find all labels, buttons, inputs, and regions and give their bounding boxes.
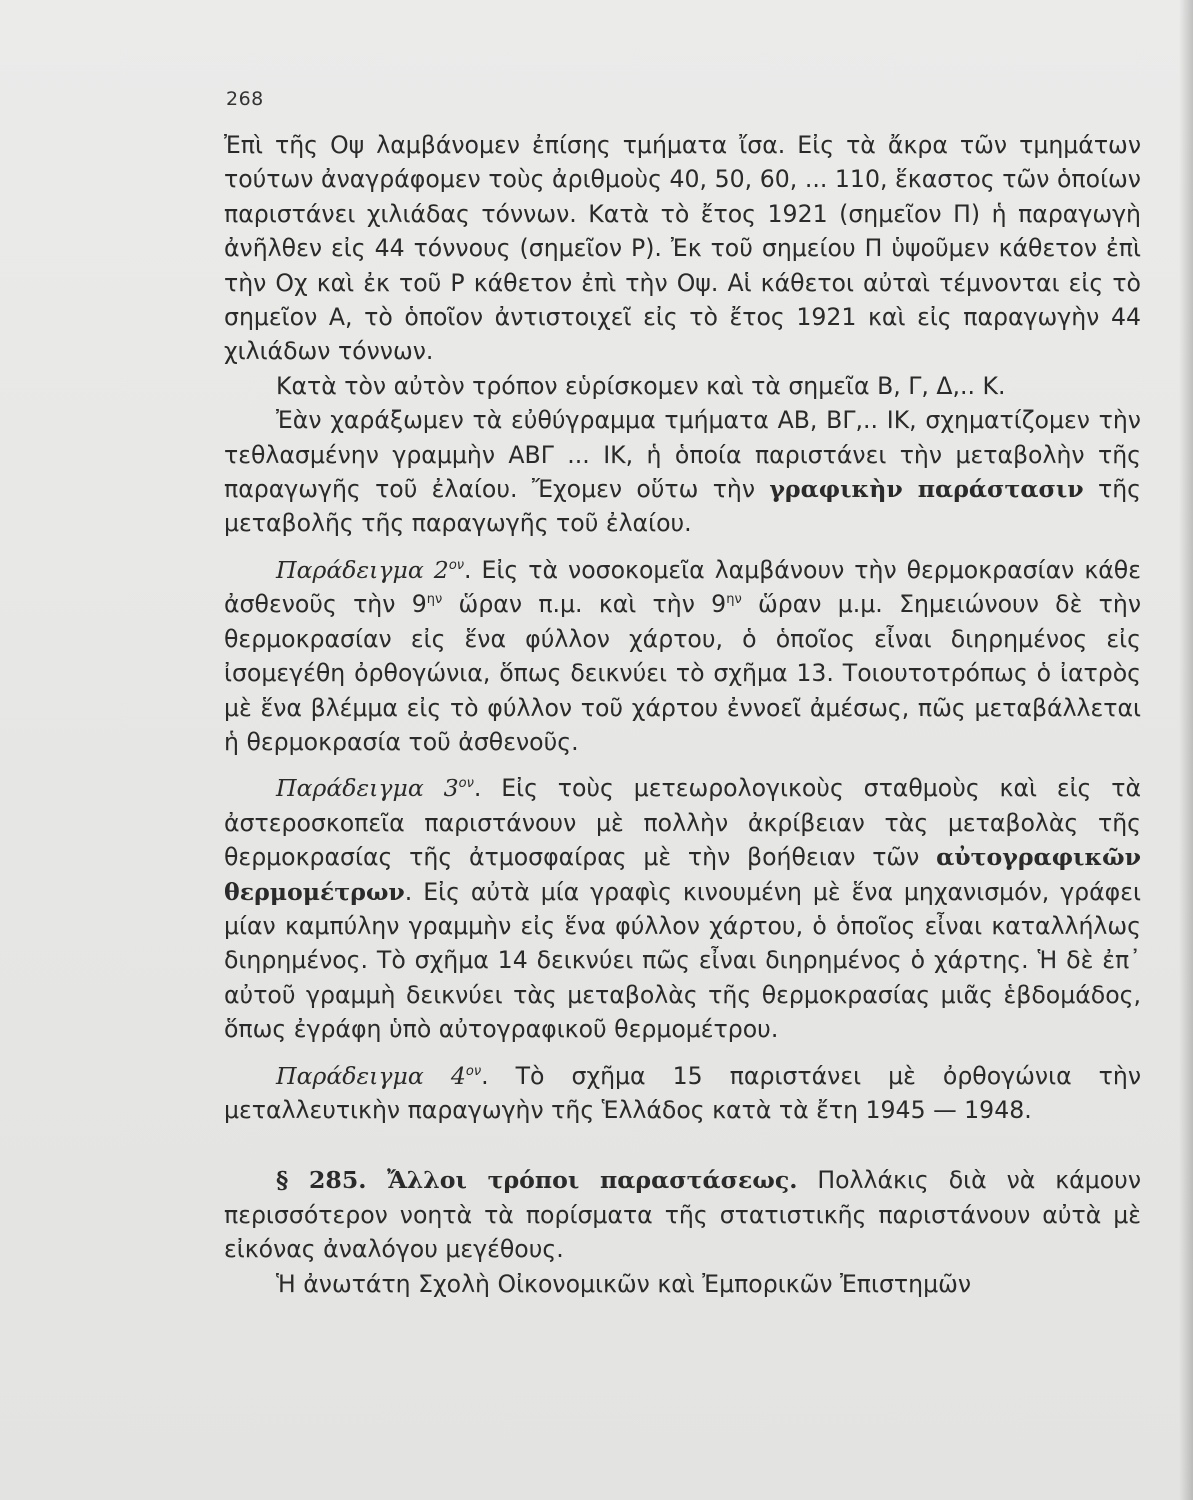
- example-3-bold-term: αὐτογραφικῶν θερμομέτρων: [224, 843, 1141, 906]
- section-heading: § 285. Ἄλλοι τρόποι παραστάσεως.: [276, 1166, 798, 1195]
- example-4-label: Παράδειγμα 4: [276, 1061, 466, 1090]
- paragraph-points: Κατὰ τὸν αὐτὸν τρόπον εὑρίσκομεν καὶ τὰ σημεῖα Β, Γ, Δ,.. Κ.: [276, 371, 1006, 400]
- graph-bold-term: γραφικὴν παράστασιν: [769, 475, 1084, 504]
- example-2-hour-sup-2: ην: [726, 592, 742, 608]
- page-number: 268: [226, 88, 264, 110]
- graph-text-end: τῆς μεταβολῆς τῆς παραγωγῆς τοῦ ἐλαίου.: [224, 475, 1141, 538]
- paragraph-axes: Ἐπὶ τῆς Οψ λαμβάνομεν ἐπίσης τμήματα ἴσα. Εἰς τὰ ἄκρα τῶν τμημάτων τούτων ἀναγράφομεν τοὺς ἀριθμοὺς 40, 50, 60, ... 110, ἕκαστος τῶν ὁποίων παριστάνει χιλιάδας τόννων. Κατὰ τὸ ἔτος 1921 (σημεῖον Π) ἡ παραγωγὴ ἀνῆλθεν εἰς 44 τόννους (σημεῖον Ρ). Ἐκ τοῦ σημείου Π ὑψοῦμεν κάθετον ἐπὶ τὴν Οχ καὶ ἐκ τοῦ Ρ κάθετον ἐπὶ τὴν Οψ. Αἱ κάθετοι αὐταὶ τέμνονται εἰς τὸ σημεῖον Α, τὸ ὁποῖον ἀντιστοιχεῖ εἰς τὸ ἔτος 1921 καὶ εἰς παραγωγὴν 44 χιλιάδων τόννων.: [224, 131, 1141, 366]
- graph-text-start: Ἐὰν χαράξωμεν τὰ εὐθύγραμμα τμήματα ΑΒ, ΒΓ,.. ΙΚ, σχηματίζομεν τὴν τεθλασμένην γραμμὴν ΑΒΓ ... ΙΚ, ἡ ὁποία παριστάνει τὴν μεταβολὴν τῆς παραγωγῆς τοῦ ἐλαίου. Ἔχομεν οὕτω τὴν: [224, 406, 1141, 504]
- example-3-label: Παράδειγμα 3: [276, 774, 459, 803]
- example-2-hour-sup-1: ην: [426, 592, 443, 608]
- example-2-sup: ον: [448, 558, 465, 574]
- paragraph-example-4: [224, 1059, 1141, 1128]
- example-2-label: Παράδειγμα 2: [276, 555, 449, 584]
- body-text: [224, 128, 1141, 1301]
- example-2-text-2: ὥραν π.μ. καὶ τὴν 9: [442, 590, 727, 619]
- example-3-text-2: . Εἰς αὐτὰ μία γραφὶς κινουμένη μὲ ἕνα μηχανισμόν, γράφει μίαν καμπύλην γραμμὴν εἰς ἕνα φύλλον χάρτου, ὁ ὁποῖος εἶναι καταλλήλως διηρημένος. Τὸ σχῆμα 14 δεικνύει πῶς εἶναι διηρημένος ὁ χάρτης. Ἡ δὲ ἐπ᾽ αὐτοῦ γραμμὴ δεικνύει τὰς μεταβολὰς τῆς θερμοκρασίας μιᾶς ἑβδομάδος, ὅπως ἐγράφη ὑπὸ αὐτογραφικοῦ θερμομέτρου.: [224, 877, 1141, 1044]
- paragraph-last: Ἡ ἀνωτάτη Σχολὴ Οἰκονομικῶν καὶ Ἐμπορικῶν Ἐπιστημῶν: [276, 1269, 972, 1298]
- section-text: Πολλάκις διὰ νὰ κάμουν περισσότερον νοητὰ τὰ πορίσματα τῆς στατιστικῆς παριστάνουν αὐτὰ μὲ εἰκόνας ἀναλόγου μεγέθους.: [224, 1166, 1141, 1264]
- example-4-sup: ον: [465, 1063, 482, 1079]
- paragraph-graph: [224, 403, 1141, 541]
- example-3-sup: ον: [458, 776, 474, 792]
- paragraph-example-2: [224, 553, 1141, 759]
- example-3-text-1: . Εἰς τοὺς μετεωρολογικοὺς σταθμοὺς καὶ εἰς τὰ ἀστεροσκοπεῖα παριστάνουν μὲ πολλὴν ἀκρίβειαν τὰς μεταβολὰς τῆς θερμοκρασίας τῆς ἀτμοσφαίρας μὲ τὴν βοήθειαν τῶν: [224, 774, 1141, 872]
- paragraph-section-285: [224, 1163, 1141, 1266]
- example-2-text-1: . Εἰς τὰ νοσοκομεῖα λαμβάνουν τὴν θερμοκρασίαν κάθε ἀσθενοῦς τὴν 9: [224, 555, 1141, 619]
- example-2-text-3: ὥραν μ.μ. Σημειώνουν δὲ τὴν θερμοκρασίαν εἰς ἕνα φύλλον χάρτου, ὁ ὁποῖος εἶναι διηρημένος εἰς ἰσομεγέθη ὀρθογώνια, ὅπως δεικνύει τὸ σχῆμα 13. Τοιουτοτρόπως ὁ ἰατρὸς μὲ ἕνα βλέμμα εἰς τὸ φύλλον τοῦ χάρτου ἐννοεῖ ἀμέσως, πῶς μεταβάλλεται ἡ θερμοκρασία τοῦ ἀσθενοῦς.: [224, 590, 1142, 756]
- example-4-text: . Τὸ σχῆμα 15 παριστάνει μὲ ὀρθογώνια τὴν μεταλλευτικὴν παραγωγὴν τῆς Ἑλλάδος κατὰ τὰ ἔτη 1945 — 1948.: [224, 1061, 1141, 1124]
- paragraph-example-3: [224, 771, 1141, 1046]
- page-edge-shadow: [1179, 0, 1193, 1500]
